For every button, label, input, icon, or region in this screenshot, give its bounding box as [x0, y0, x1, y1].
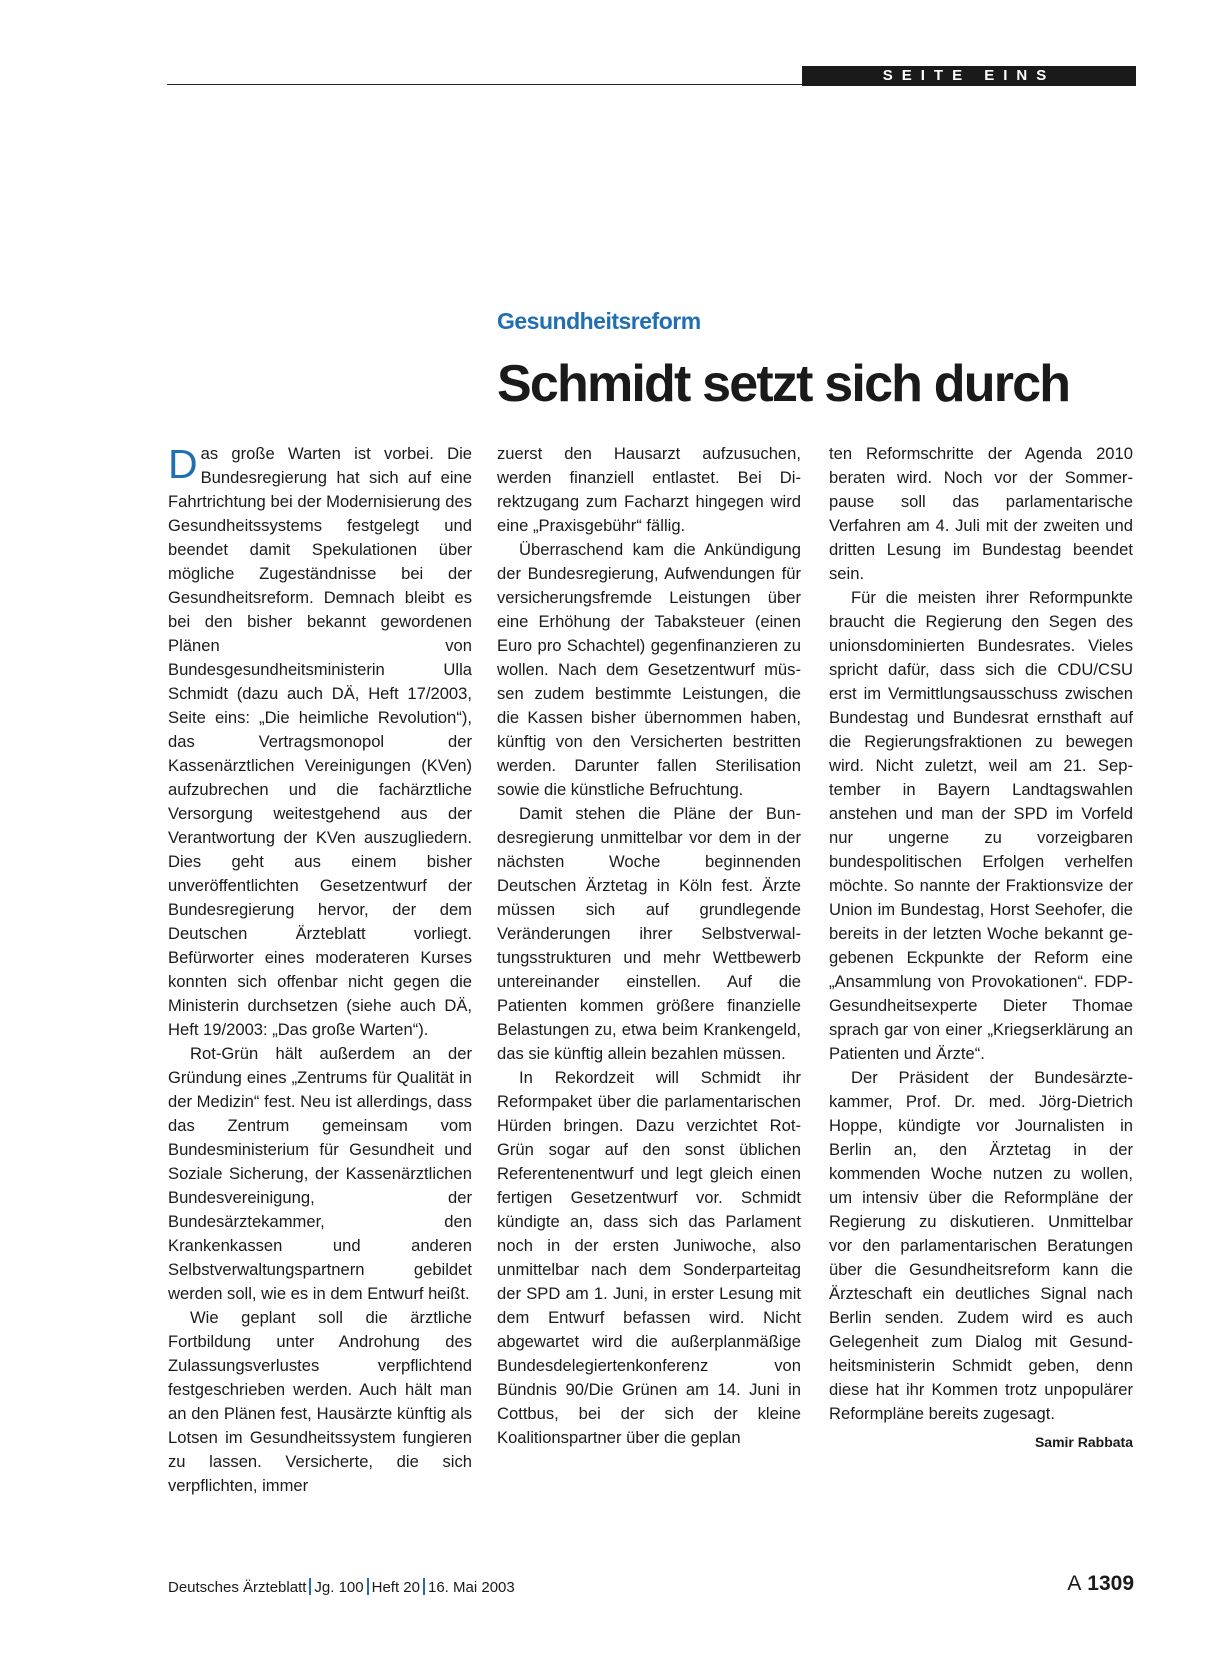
paragraph: Überraschend kam die Ankündigung der Bundesregierung, Aufwendungen für versicherungsfremde Leistungen über eine Erhöhung der Tabaksteuer (einen Euro pro Schachtel) gegenfinanzieren zu wollen. Nach dem Gesetzentwurf müssen zudem bestimmte Leistungen, die die Kassen bisher übernommen haben, künftig von den Versicherten bestritten werden. Darunter fallen Sterilisation sowie die künstliche Befruchtung.: [497, 540, 801, 799]
article-column-1: [168, 442, 472, 1498]
drop-cap: D: [168, 441, 198, 487]
paragraph: Wie geplant soll die ärztliche Fortbildung unter Androhung des Zulassungsverlustes verpflichtend festgeschrieben werden. Auch hält man an den Plänen fest, Hausärzte künftig als Lotsen im Gesundheitssystem fungieren zu lassen. Versicherte, die sich verpflichten, immer: [168, 1308, 472, 1495]
journal-name: Deutsches Ärzteblatt: [168, 1579, 307, 1596]
divider: [367, 1578, 369, 1595]
paragraph: ten Reformschritte der Agenda 2010 beraten wird. Noch vor der Sommerpause soll das parlamentarische Verfahren am 4. Juli mit der zweiten und dritten Lesung im Bundestag beendet sein.: [829, 444, 1133, 583]
paragraph: [829, 1066, 1133, 1450]
paragraph: zuerst den Hausarzt aufzusuchen, werden finanziell entlastet. Bei Direktzugang zum Facharzt hingegen wird eine „Praxisgebühr“ fällig.: [497, 444, 801, 535]
paragraph: Rot-Grün hält außerdem an der Gründung eines „Zentrums für Qualität in der Medizin“ fest. Neu ist allerdings, dass das Zentrum gemeinsam vom Bundesministerium für Gesundheit und Soziale Sicherung, der Kassenärztlichen Bundesvereinigung, der Bundesärztekammer, den Krankenkassen und anderen Selbstverwaltungspartnern gebildet werden soll, wie es in dem Entwurf heißt.: [168, 1044, 472, 1303]
divider: [309, 1578, 311, 1595]
paragraph-text: Der Präsident der Bundesärztekammer, Prof. Dr. med. Jörg-Dietrich Hoppe, kündigte vor Journalisten in Berlin an, den Ärztetag in der kommenden Woche nutzen zu wollen, um intensiv über die Reformpläne der Regierung zu diskutieren. Unmittelbar vor den parlamentarischen Beratungen über die Gesundheitsreform kann die Ärzteschaft ein deutliches Signal nach Berlin senden. Zudem wird es auch Gelegenheit zum Dialog mit Gesundheitsministerin Schmidt geben, denn diese hat ihr Kommen trotz unpopulärer Reformpläne bereits zugesagt.: [829, 1068, 1133, 1423]
issue: Heft 20: [371, 1579, 420, 1596]
volume: Jg. 100: [314, 1579, 364, 1596]
paragraph: In Rekordzeit will Schmidt ihr Reformpaket über die parlamentarischen Hürden bringen. Dazu verzichtet Rot-Grün sogar auf den sonst üblichen Referentenentwurf und legt gleich einen fertigen Gesetzentwurf vor. Schmidt kündigte an, dass sich das Parlament noch in der ersten Juniwoche, also unmittelbar nach dem Sonderparteitag der SPD am 1. Juni, in erster Lesung mit dem Entwurf befassen wird. Nicht abgewartet wird die außerplanmäßige Bundesdelegiertenkonferenz von Bündnis 90/Die Grünen am 14. Juni in Cottbus, bei der sich der kleine Koalitionspartner über die geplan: [497, 1068, 801, 1447]
article-column-3: [829, 442, 1133, 1454]
section-tag: SEITE EINS: [802, 66, 1136, 86]
page-number: [1067, 1572, 1134, 1596]
paragraph: Für die meisten ihrer Reformpunkte braucht die Regierung den Segen des unionsdominierten Bundesrates. Vieles spricht dafür, dass sich die CDU/CSU erst im Vermittlungsausschuss zwischen Bundestag und Bundesrat ernsthaft auf die Regierungsfraktionen zu bewegen wird. Nicht zuletzt, weil am 21. September in Bayern Landtagswahlen anstehen und man der SPD im Vorfeld nur ungerne zu vorzeigbaren bundespolitischen Erfolgen verhelfen möchte. So nannte der Fraktionsvize der Union im Bundestag, Horst Seehofer, die bereits in der letzten Woche bekannt gegebenen Eckpunkte der Reform eine „Ansammlung von Provokationen“. FDP-Gesundheitsexperte Dieter Thomae sprach gar von einer „Kriegserklärung an Patienten und Ärzte“.: [829, 588, 1133, 1063]
paragraph: [168, 442, 472, 1042]
page-number-value: 1309: [1087, 1572, 1134, 1595]
page-footer: [168, 1578, 515, 1596]
divider: [423, 1578, 425, 1595]
article-kicker: Gesundheitsreform: [497, 308, 701, 334]
article-column-2: [497, 442, 801, 1450]
author-byline: Samir Rabbata: [1034, 1434, 1133, 1450]
article-headline: Schmidt setzt sich durch: [497, 355, 1070, 413]
paragraph-text: as große Warten ist vorbei. Die Bundesregierung hat sich auf eine Fahrtrichtung bei der Modernisierung des Gesundheitssystems festgelegt und beendet damit Spekulationen über mögliche Zugeständnisse bei der Gesundheitsreform. Demnach bleibt es bei den bisher bekannt gewordenen Plänen von Bundesgesundheitsministerin Ulla Schmidt (dazu auch DÄ, Heft 17/2003, Seite eins: „Die heimliche Revolution“), das Vertragsmonopol der Kassenärztlichen Vereinigungen (KVen) aufzubrechen und die fachärztliche Versorgung weitestgehend aus der Verantwortung der KVen auszugliedern. Dies geht aus einem bisher unveröffentlichten Gesetzentwurf der Bundesregierung hervor, der dem Deutschen Ärzteblatt vorliegt. Befürworter eines moderateren Kurses konnten sich offenbar nicht gegen die Ministerin durchsetzen (siehe auch DÄ, Heft 19/2003: „Das große Warten“).: [168, 444, 472, 1039]
page-prefix: A: [1067, 1572, 1082, 1595]
paragraph: Damit stehen die Pläne der Bundesregierung unmittelbar vor dem in der nächsten Woche beginnenden Deutschen Ärztetag in Köln fest. Ärzte müssen sich auf grundlegende Veränderungen ihrer Selbstverwaltungsstrukturen und mehr Wettbewerb untereinander einstellen. Auf die Patienten kommen größere finanzielle Belastungen zu, etwa beim Krankengeld, das sie künftig allein bezahlen müssen.: [497, 804, 801, 1063]
issue-date: 16. Mai 2003: [428, 1579, 515, 1596]
